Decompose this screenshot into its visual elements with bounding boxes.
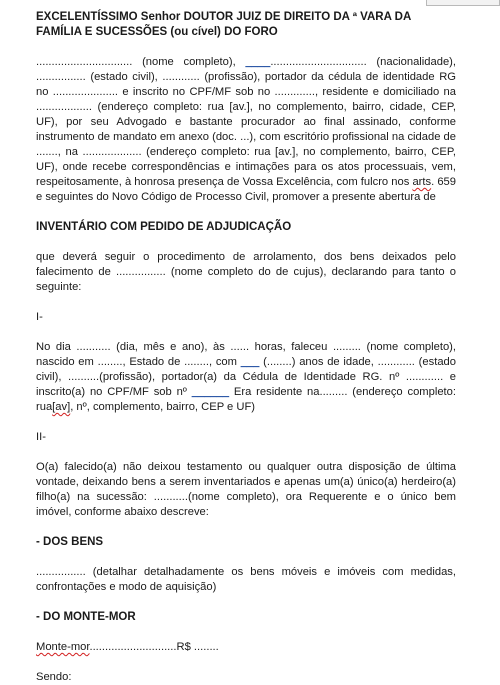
spacer xyxy=(36,325,456,340)
section-2-label: II- xyxy=(36,431,46,443)
procedure-paragraph: que deverá seguir o procedimento de arrolamento, dos bens deixados pelo falecimento de ................ (nome completo do de cujus), declarando para tanto o seguinte: xyxy=(36,251,456,293)
monte-mor-title: - DO MONTE-MOR xyxy=(36,611,136,623)
spellcheck-arts: arts xyxy=(412,176,432,188)
intro-text-3: . 659 e seguintes do Novo Código de Processo Civil, promover a presente abertura de xyxy=(36,176,456,203)
spacer xyxy=(36,235,456,250)
spellcheck-monte-mor: Monte-mor xyxy=(36,641,90,653)
section-1-text-a: No dia ........... (dia, mês e ano), às ...... horas, faleceu ......... (nome completo), nascido em ........, Estado de ........, com xyxy=(36,341,456,368)
spacer xyxy=(36,625,456,640)
document-page xyxy=(36,10,456,685)
inventory-title: INVENTÁRIO COM PEDIDO DE ADJUDICAÇÃO xyxy=(36,221,292,233)
spacer xyxy=(36,40,456,55)
blank-link-age[interactable]: ___ xyxy=(240,356,260,368)
document-heading: EXCELENTÍSSIMO Senhor DOUTOR JUIZ DE DIREITO DA ª VARA DA FAMÍLIA E SUCESSÕES (ou cível) DO FORO xyxy=(36,11,411,38)
section-1-text-b: (........) anos de idade, ............ (estado civil), ..........(profissão), portador(a) da Cédula de Identidade RG. nº ............ e inscrito(a) no CPF/MF sob nº xyxy=(36,356,456,398)
dos-bens-title: - DOS BENS xyxy=(36,536,104,548)
spacer xyxy=(36,550,456,565)
intro-text-2: ............................... (nacionalidade), ................ (estado civil), ............ (profissão), portador da cédula de identidade RG no ..................... e inscrito no CPF/MF sob no ............., residente e domiciliado na .................. (endereço completo: rua [av.], no complemento, bairro, cidade, CEP, UF), por seu Advogado e bastante procurador ao final assinado, conforme instrumento de mandato em anexo (doc. ...), com escritório profissional na cidade de ......., na ................... (endereço completo: rua [av.], no complemento, bairro, CEP, UF), onde recebe correspondências e intimações para os atos processuais, vem, respeitosamente, à honrosa presença de Vossa Excelência, com fulcro nos xyxy=(36,56,457,188)
section-1-text-d: , nº, complemento, bairro, CEP e UF) xyxy=(70,401,256,413)
intro-text-1: ............................... (nome completo), xyxy=(36,56,246,68)
spacer xyxy=(36,595,456,610)
spacer xyxy=(36,445,456,460)
section-1-text-c: Era residente na......... (endereço completo: rua xyxy=(36,386,456,413)
dos-bens-paragraph: ................ (detalhar detalhadamente os bens móveis e imóveis com medidas, confrontações e modo de aquisição) xyxy=(36,566,456,593)
spacer xyxy=(36,655,456,670)
monte-mor-line xyxy=(36,640,456,655)
spacer xyxy=(36,295,456,310)
spellcheck-av: [av] xyxy=(52,401,71,413)
spacer xyxy=(36,520,456,535)
blank-link-cpf[interactable]: ______ xyxy=(191,386,230,398)
section-1-paragraph xyxy=(36,340,456,415)
spacer xyxy=(36,205,456,220)
section-2-paragraph: O(a) falecido(a) não deixou testamento ou qualquer outra disposição de última vontade, deixando bens a serem inventariados e apenas um(a) único(a) herdeiro(a) filho(a) na sucessão: ...........(nome completo), ora Requerente e o único bem imóvel, conforme abaixo descreve: xyxy=(36,461,456,518)
section-1-label: I- xyxy=(36,311,43,323)
intro-paragraph xyxy=(36,55,456,205)
monte-mor-value: ............................R$ ........ xyxy=(89,641,219,653)
toolbar-edge xyxy=(426,0,500,6)
spacer xyxy=(36,415,456,430)
blank-link-1[interactable]: ____ xyxy=(245,56,271,68)
sendo-line: Sendo: xyxy=(36,671,72,683)
